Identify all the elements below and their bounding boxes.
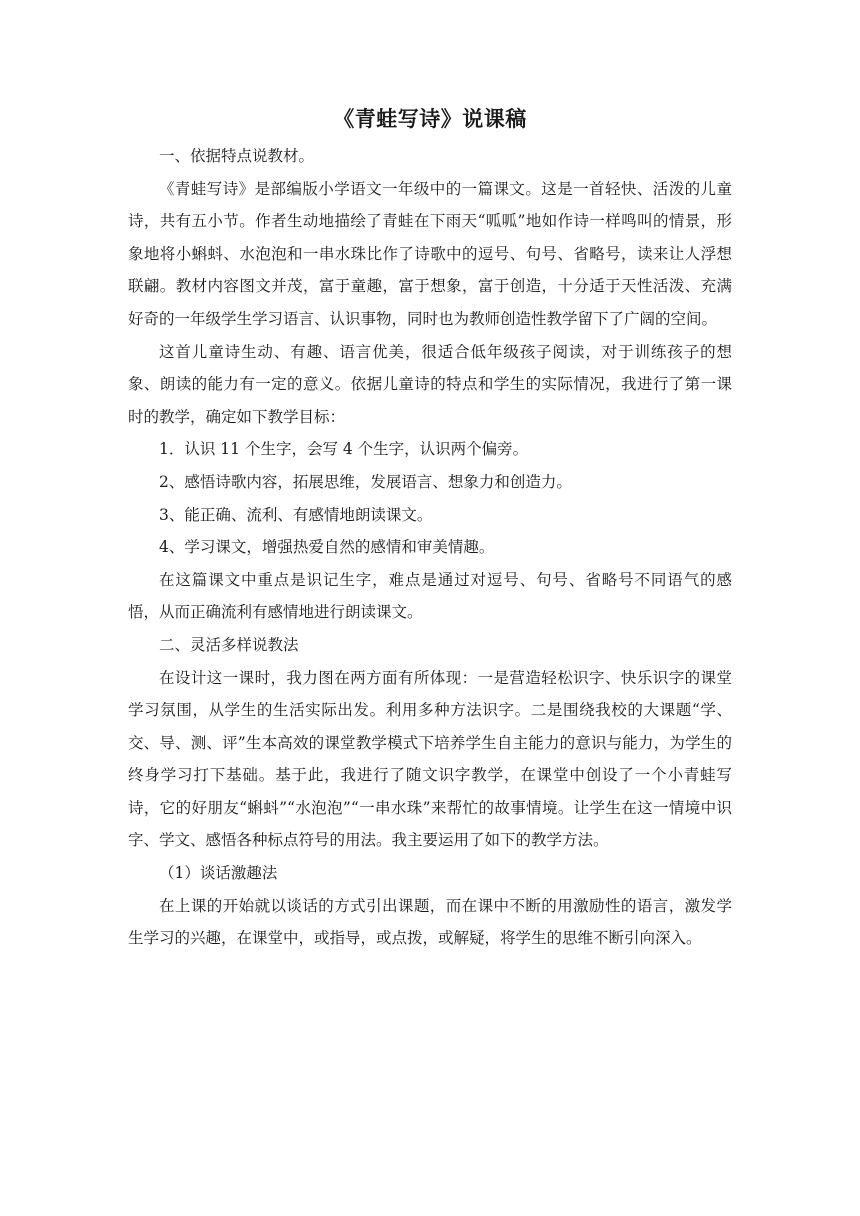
paragraph-textbook-intro: 《青蛙写诗》是部编版小学语文一年级中的一篇课文。这是一首轻快、活泼的儿童诗，共有五小节。作者生动地描绘了青蛙在下雨天“呱呱”地如作诗一样鸣叫的情景，形象地将小蝌蚪、水泡泡和一串水珠比作了诗歌中的逗号、句号、省略号，读来让人浮想联翩。教材内容图文并茂，富于童趣，富于想象，富于创造，十分适于天性活泼、充满好奇的一年级学生学习语言、认识事物，同时也为教师创造性教学留下了广阔的空间。 bbox=[128, 179, 732, 328]
paragraph-goals-intro: 这首儿童诗生动、有趣、语言优美，很适合低年级孩子阅读，对于训练孩子的想象、朗读的能力有一定的意义。依据儿童诗的特点和学生的实际情况，我进行了第一课时的教学，确定如下教学目标： bbox=[128, 342, 732, 426]
document-title: 《青蛙写诗》说课稿 bbox=[333, 107, 527, 131]
document-page bbox=[128, 104, 732, 955]
paragraph-method-1: 在上课的开始就以谈话的方式引出课题，而在课中不断的用激励性的语言，激发学生学习的兴趣，在课堂中，或指导，或点拨，或解疑，将学生的思维不断引向深入。 bbox=[128, 896, 732, 948]
paragraph-methods-intro: 在设计这一课时，我力图在两方面有所体现：一是营造轻松识字、快乐识字的课堂学习氛围，从学生的生活实际出发。利用多种方法识字。二是围绕我校的大课题“学、交、导、测、评”生本高效的课堂教学模式下培养学生自主能力的意识与能力，为学生的终身学习打下基础。基于此，我进行了随文识字教学，在课堂中创设了一个小青蛙写诗，它的好朋友“蝌蚪”“水泡泡”“一串水珠”来帮忙的故事情境。让学生在这一情境中识字、学文、感悟各种标点符号的用法。我主要运用了如下的教学方法。 bbox=[128, 668, 732, 850]
paragraph-key-points: 在这篇课文中重点是识记生字，难点是通过对逗号、句号、省略号不同语气的感悟，从而正确流利有感情地进行朗读课文。 bbox=[128, 570, 732, 622]
goal-item-1: 1．认识 11 个生字，会写 4 个生字，认识两个偏旁。 bbox=[159, 440, 529, 459]
section-heading-textbook: 一、依据特点说教材。 bbox=[159, 147, 315, 165]
section-heading-methods: 二、灵活多样说教法 bbox=[159, 635, 299, 654]
method-heading-1: （1）谈话激趣法 bbox=[159, 864, 278, 883]
goal-item-2: 2、感悟诗歌内容，拓展思维，发展语言、想象力和创造力。 bbox=[159, 472, 572, 491]
goal-item-3: 3、能正确、流利、有感情地朗读课文。 bbox=[159, 505, 433, 524]
document-body bbox=[128, 140, 732, 955]
goal-item-4: 4、学习课文，增强热爱自然的感情和审美情趣。 bbox=[159, 538, 495, 557]
